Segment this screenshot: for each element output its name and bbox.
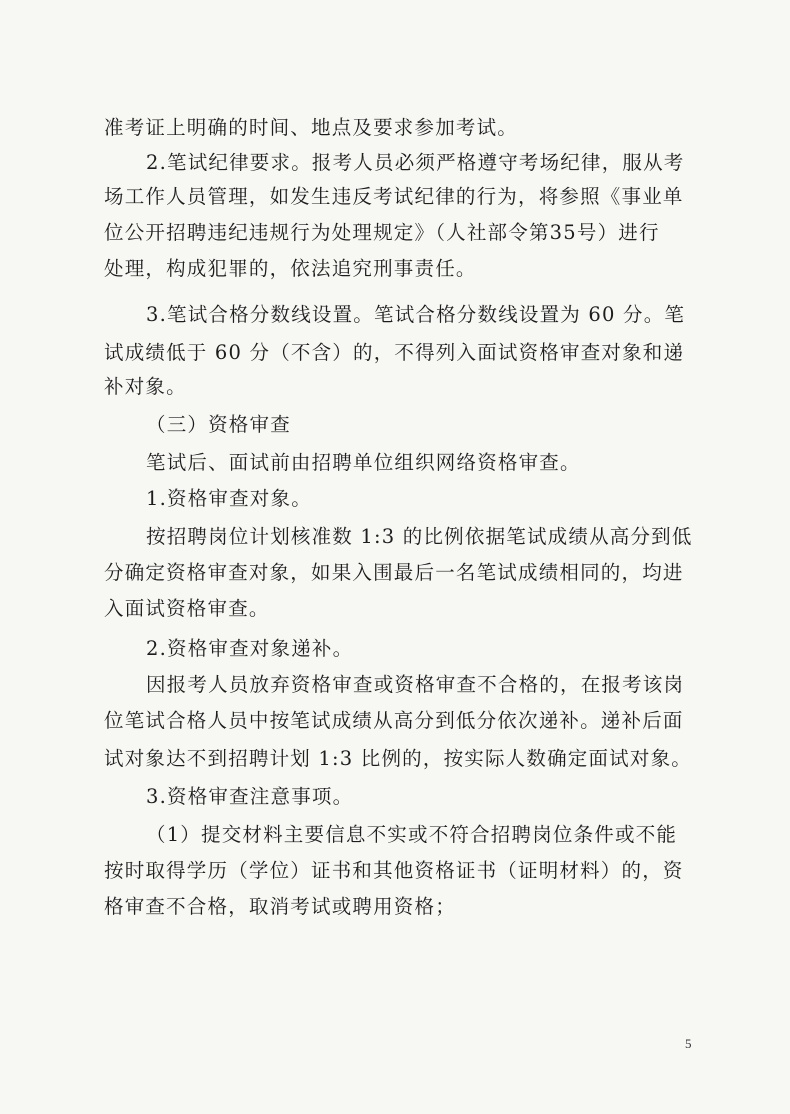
text-line: 试成绩低于 60 分（不含）的，不得列入面试资格审查对象和递 bbox=[104, 341, 685, 364]
text-line: 1.资格审查对象。 bbox=[146, 487, 312, 510]
text-line: 3.资格审查注意事项。 bbox=[146, 785, 354, 808]
text-line: 2.笔试纪律要求。报考人员必须严格遵守考场纪律，服从考 bbox=[146, 151, 685, 174]
text-line: 补对象。 bbox=[104, 375, 187, 398]
text-line: 笔试后、面试前由招聘单位组织网络资格审查。 bbox=[146, 451, 581, 474]
text-line: 位公开招聘违纪违规行为处理规定》（人社部令第35号）进行 bbox=[104, 221, 660, 244]
text-line: 3.笔试合格分数线设置。笔试合格分数线设置为 60 分。笔 bbox=[146, 303, 686, 326]
page-number: 5 bbox=[685, 1036, 692, 1051]
section-heading: （三）资格审查 bbox=[146, 413, 291, 436]
text-line: （1）提交材料主要信息不实或不符合招聘岗位条件或不能 bbox=[146, 823, 678, 846]
text-line: 准考证上明确的时间、地点及要求参加考试。 bbox=[104, 116, 519, 139]
text-line: 2.资格审查对象递补。 bbox=[146, 637, 354, 660]
text-line: 场工作人员管理，如发生违反考试纪律的行为，将参照《事业单 bbox=[104, 185, 684, 208]
text-line: 分确定资格审查对象，如果入围最后一名笔试成绩相同的，均进 bbox=[104, 561, 684, 584]
text-line: 入面试资格审查。 bbox=[104, 597, 270, 620]
text-line: 处理，构成犯罪的，依法追究刑事责任。 bbox=[104, 257, 477, 280]
text-line: 试对象达不到招聘计划 1:3 比例的，按实际人数确定面试对象。 bbox=[104, 747, 692, 770]
text-line: 因报考人员放弃资格审查或资格审查不合格的，在报考该岗 bbox=[146, 673, 685, 696]
text-line: 格审查不合格，取消考试或聘用资格； bbox=[104, 895, 456, 918]
text-line: 位笔试合格人员中按笔试成绩从高分到低分依次递补。递补后面 bbox=[104, 709, 684, 732]
text-line: 按时取得学历（学位）证书和其他资格证书（证明材料）的，资 bbox=[104, 859, 684, 882]
text-line: 按招聘岗位计划核准数 1:3 的比例依据笔试成绩从高分到低 bbox=[146, 525, 693, 548]
